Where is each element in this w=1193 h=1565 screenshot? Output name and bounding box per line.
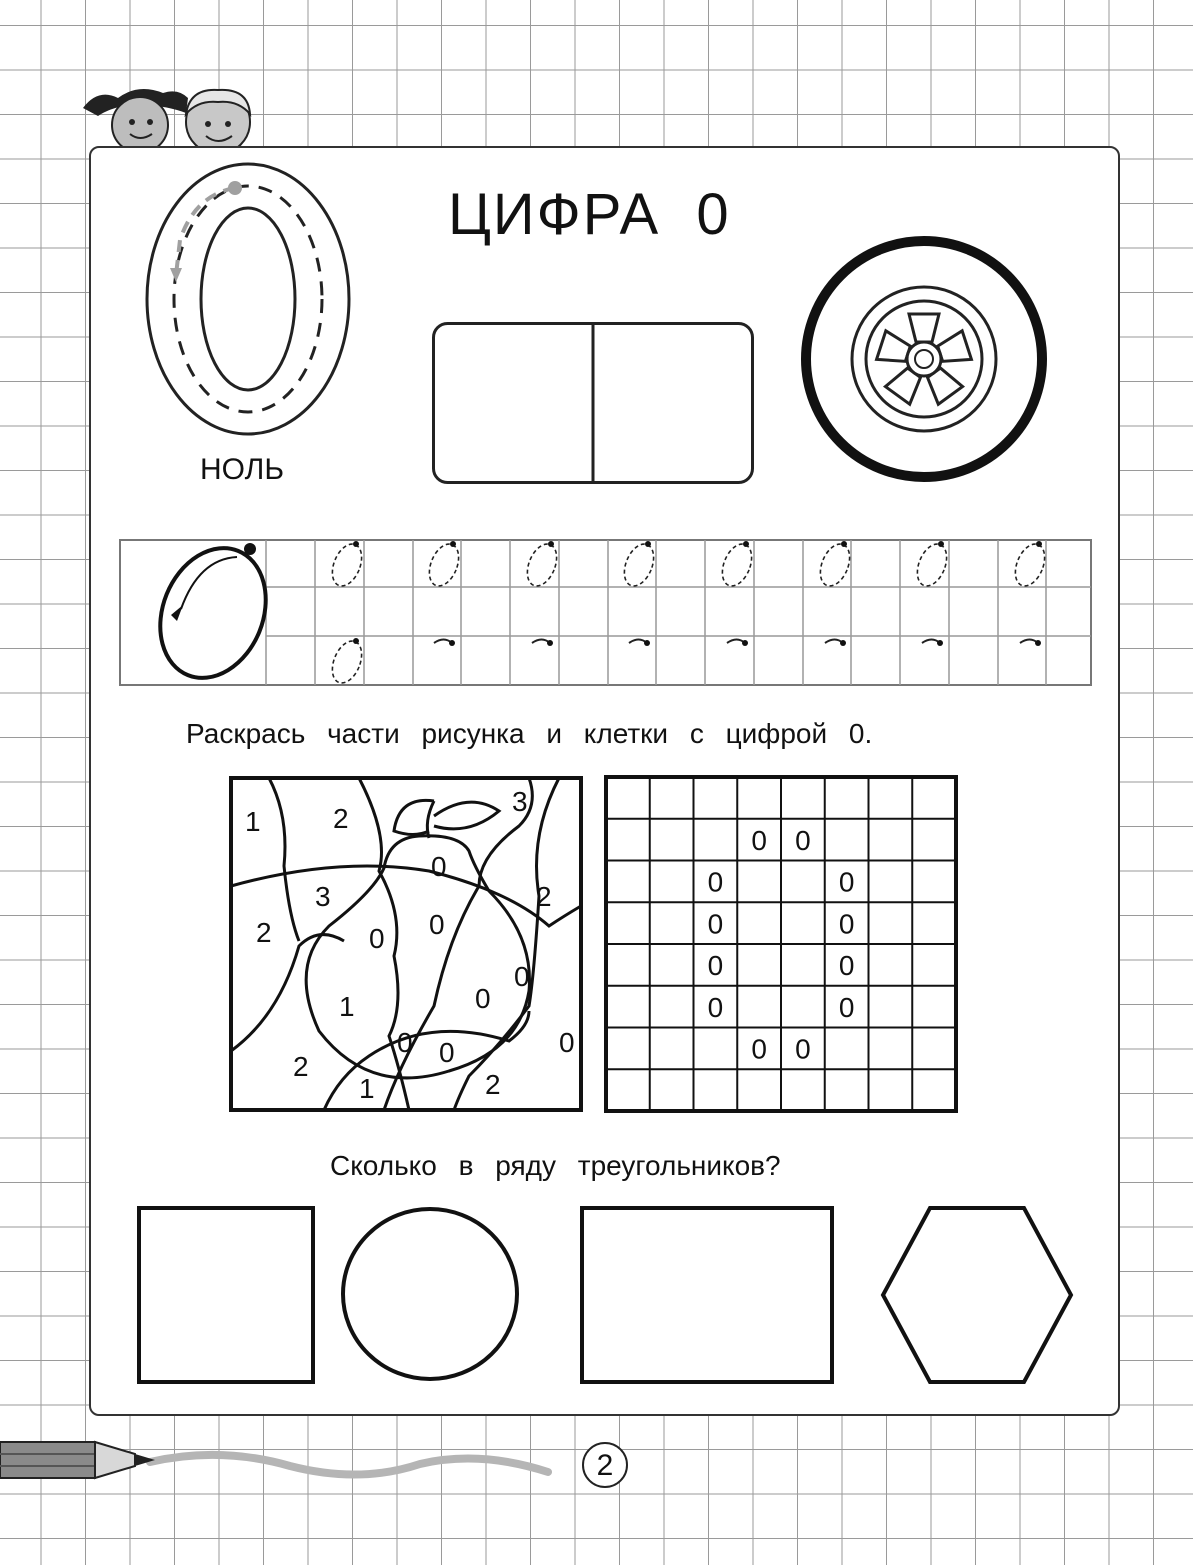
- domino-icon: [432, 322, 754, 484]
- zero-grid[interactable]: [604, 775, 958, 1113]
- writing-practice-strip[interactable]: [119, 539, 1092, 686]
- grid-cell-zero[interactable]: 0: [707, 866, 724, 898]
- region-number-label: 1: [245, 806, 261, 837]
- grid-cell-zero[interactable]: 0: [838, 950, 855, 981]
- region-number-label: 0: [431, 851, 447, 882]
- region-number-label: 3: [512, 786, 528, 817]
- region-number-label: 1: [359, 1073, 375, 1104]
- region-number-label: 0: [514, 961, 530, 992]
- grid-cell-zero[interactable]: 0: [838, 991, 855, 1023]
- region-number-label: 3: [315, 881, 331, 912]
- wheel-icon: [800, 238, 1048, 486]
- region-number-label: 2: [485, 1069, 501, 1100]
- rectangle-shape-icon: [580, 1206, 834, 1384]
- region-number-label: 0: [475, 983, 491, 1014]
- coloring-instruction: Раскрась части рисунка и клетки с цифрой 0.: [186, 718, 873, 749]
- digit-name-label: НОЛЬ: [200, 453, 285, 486]
- page-number: 2: [582, 1442, 628, 1488]
- grid-cell-zero[interactable]: 0: [707, 950, 724, 981]
- square-shape-icon: [137, 1206, 315, 1384]
- big-zero-icon: [140, 160, 360, 445]
- region-number-label: 0: [439, 1037, 455, 1068]
- region-number-label: 1: [339, 991, 355, 1022]
- coloring-picture[interactable]: [229, 776, 583, 1112]
- grid-cell-zero[interactable]: 0: [707, 908, 724, 940]
- grid-cell-zero[interactable]: 0: [838, 866, 855, 898]
- grid-cell-zero[interactable]: 0: [795, 1033, 811, 1065]
- region-number-label: 2: [256, 917, 272, 948]
- region-number-label: 2: [293, 1051, 309, 1082]
- region-number-label: 0: [397, 1027, 413, 1058]
- page-title: ЦИФРА 0: [448, 182, 731, 247]
- hexagon-shape-icon: [880, 1206, 1074, 1384]
- shapes-question: Сколько в ряду треугольников?: [330, 1150, 781, 1181]
- grid-cell-zero[interactable]: 0: [838, 908, 855, 940]
- region-number-label: 0: [369, 923, 385, 954]
- grid-cell-zero[interactable]: 0: [751, 824, 767, 856]
- region-number-label: 0: [559, 1027, 575, 1058]
- grid-cell-zero[interactable]: 0: [795, 824, 811, 856]
- region-number-label: 0: [429, 909, 445, 940]
- region-number-label: 2: [333, 803, 349, 834]
- grid-cell-zero[interactable]: 0: [707, 991, 724, 1023]
- circle-shape-icon: [340, 1206, 520, 1382]
- pencil-icon: [0, 1436, 560, 1486]
- region-number-label: 2: [536, 881, 552, 912]
- grid-cell-zero[interactable]: 0: [751, 1033, 767, 1065]
